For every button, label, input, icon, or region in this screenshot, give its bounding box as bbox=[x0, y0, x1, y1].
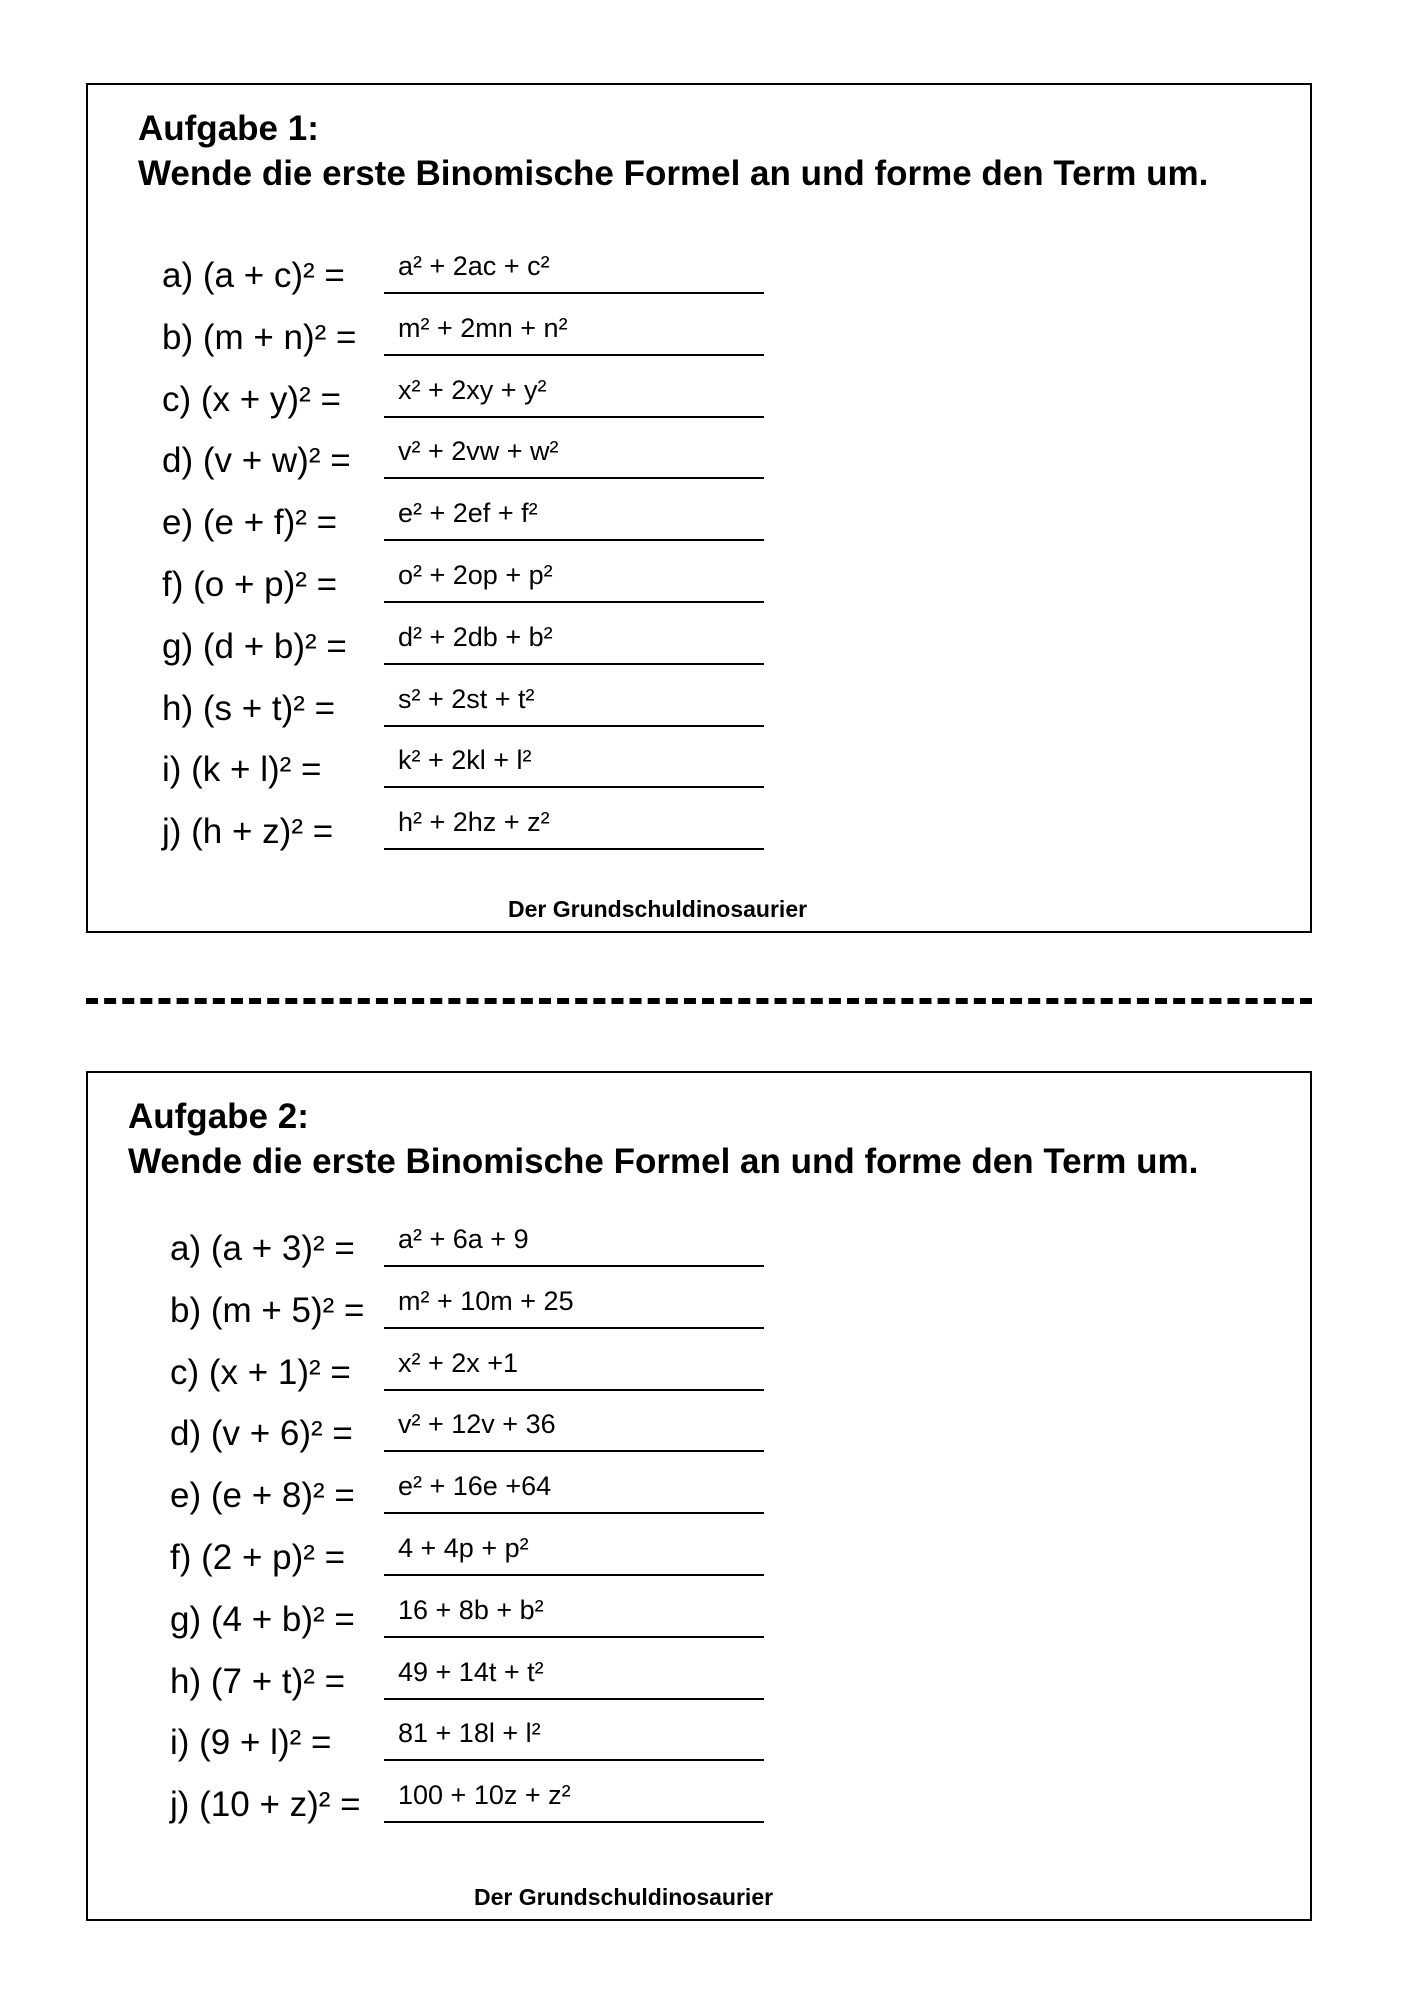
answer-text: x² + 2xy + y² bbox=[398, 374, 547, 405]
answer-line bbox=[384, 1345, 764, 1391]
exercise-row bbox=[88, 1275, 1310, 1337]
footer-credit: Der Grundschuldinosaurier bbox=[474, 1884, 774, 1910]
answer-line bbox=[384, 1221, 764, 1267]
answer-text: h² + 2hz + z² bbox=[398, 807, 550, 838]
exercise-row bbox=[88, 302, 1310, 364]
exercise-row bbox=[88, 1213, 1310, 1275]
exercise-row bbox=[88, 1707, 1310, 1769]
exercise-expression: h) (s + t)² = bbox=[162, 688, 336, 728]
answer-text: 49 + 14t + t² bbox=[398, 1656, 544, 1687]
task-title bbox=[138, 106, 1208, 196]
task-heading: Aufgabe 2: bbox=[128, 1097, 309, 1136]
exercise-row bbox=[88, 1769, 1310, 1831]
exercise-row bbox=[88, 796, 1310, 858]
answer-line bbox=[384, 1654, 764, 1700]
exercise-expression: d) (v + 6)² = bbox=[170, 1414, 353, 1454]
task-heading: Aufgabe 1: bbox=[138, 109, 319, 148]
answer-text: 81 + 18l + l² bbox=[398, 1718, 541, 1749]
exercise-expression: j) (10 + z)² = bbox=[170, 1785, 361, 1825]
exercise-row bbox=[88, 364, 1310, 426]
exercise-expression: b) (m + n)² = bbox=[162, 317, 357, 357]
exercise-row bbox=[88, 1584, 1310, 1646]
exercise-row bbox=[88, 1337, 1310, 1399]
exercise-row bbox=[88, 1522, 1310, 1584]
exercise-row bbox=[88, 487, 1310, 549]
answer-text: 100 + 10z + z² bbox=[398, 1780, 571, 1811]
exercise-row bbox=[88, 734, 1310, 796]
exercise-row bbox=[88, 1398, 1310, 1460]
task-card-2 bbox=[86, 1071, 1312, 1921]
answer-line bbox=[384, 1592, 764, 1638]
exercise-row bbox=[88, 549, 1310, 611]
answer-line bbox=[384, 1283, 764, 1329]
answer-line bbox=[384, 310, 764, 356]
task-instruction: Wende die erste Binomische Formel an und forme den Term um. bbox=[128, 1142, 1199, 1181]
answer-line bbox=[384, 1406, 764, 1452]
answer-line bbox=[384, 1777, 764, 1823]
exercise-row bbox=[88, 1646, 1310, 1708]
answer-text: s² + 2st + t² bbox=[398, 683, 535, 714]
exercise-row bbox=[88, 673, 1310, 735]
footer-credit: Der Grundschuldinosaurier bbox=[508, 896, 808, 922]
answer-line bbox=[384, 1530, 764, 1576]
answer-line bbox=[384, 248, 764, 294]
task-title bbox=[128, 1094, 1198, 1184]
answer-text: v² + 12v + 36 bbox=[398, 1409, 556, 1440]
task-card-1 bbox=[86, 83, 1312, 933]
answer-text: d² + 2db + b² bbox=[398, 621, 553, 652]
exercise-expression: d) (v + w)² = bbox=[162, 441, 351, 481]
answer-text: o² + 2op + p² bbox=[398, 560, 553, 590]
answer-line bbox=[384, 495, 764, 541]
answer-line bbox=[384, 804, 764, 850]
exercise-expression: b) (m + 5)² = bbox=[170, 1290, 365, 1330]
answer-text: a² + 6a + 9 bbox=[398, 1224, 529, 1254]
exercise-expression: e) (e + 8)² = bbox=[170, 1476, 355, 1516]
answer-line bbox=[384, 619, 764, 665]
answer-line bbox=[384, 372, 764, 418]
exercise-row bbox=[88, 611, 1310, 673]
answer-text: 16 + 8b + b² bbox=[398, 1594, 544, 1625]
answer-line bbox=[384, 1468, 764, 1514]
exercise-row bbox=[88, 1460, 1310, 1522]
answer-text: m² + 10m + 25 bbox=[398, 1285, 574, 1316]
exercise-expression: a) (a + c)² = bbox=[162, 256, 345, 295]
answer-text: v² + 2vw + w² bbox=[398, 436, 559, 467]
answer-line bbox=[384, 742, 764, 788]
answer-line bbox=[384, 1715, 764, 1761]
exercise-expression: i) (k + l)² = bbox=[162, 750, 322, 790]
exercise-expression: c) (x + 1)² = bbox=[170, 1352, 351, 1392]
exercise-expression: c) (x + y)² = bbox=[162, 379, 341, 419]
answer-text: 4 + 4p + p² bbox=[398, 1533, 529, 1563]
exercise-expression: h) (7 + t)² = bbox=[170, 1661, 346, 1701]
cut-line-divider bbox=[86, 998, 1312, 1004]
exercise-row bbox=[88, 240, 1310, 302]
exercise-expression: i) (9 + l)² = bbox=[170, 1723, 332, 1763]
exercise-expression: j) (h + z)² = bbox=[162, 812, 334, 852]
exercise-expression: e) (e + f)² = bbox=[162, 503, 338, 543]
answer-text: m² + 2mn + n² bbox=[398, 312, 568, 343]
exercise-expression: f) (o + p)² = bbox=[162, 565, 338, 604]
exercise-expression: f) (2 + p)² = bbox=[170, 1538, 346, 1577]
answer-text: x² + 2x +1 bbox=[398, 1347, 519, 1378]
exercise-row bbox=[88, 425, 1310, 487]
exercise-expression: a) (a + 3)² = bbox=[170, 1229, 355, 1268]
answer-text: k² + 2kl + l² bbox=[398, 745, 532, 776]
exercise-expression: g) (4 + b)² = bbox=[170, 1599, 355, 1639]
answer-line bbox=[384, 433, 764, 479]
exercise-expression: g) (d + b)² = bbox=[162, 626, 347, 666]
answer-text: e² + 2ef + f² bbox=[398, 498, 538, 529]
answer-line bbox=[384, 557, 764, 603]
task-instruction: Wende die erste Binomische Formel an und forme den Term um. bbox=[138, 154, 1209, 193]
answer-line bbox=[384, 681, 764, 727]
answer-text: a² + 2ac + c² bbox=[398, 251, 550, 281]
answer-text: e² + 16e +64 bbox=[398, 1471, 552, 1502]
